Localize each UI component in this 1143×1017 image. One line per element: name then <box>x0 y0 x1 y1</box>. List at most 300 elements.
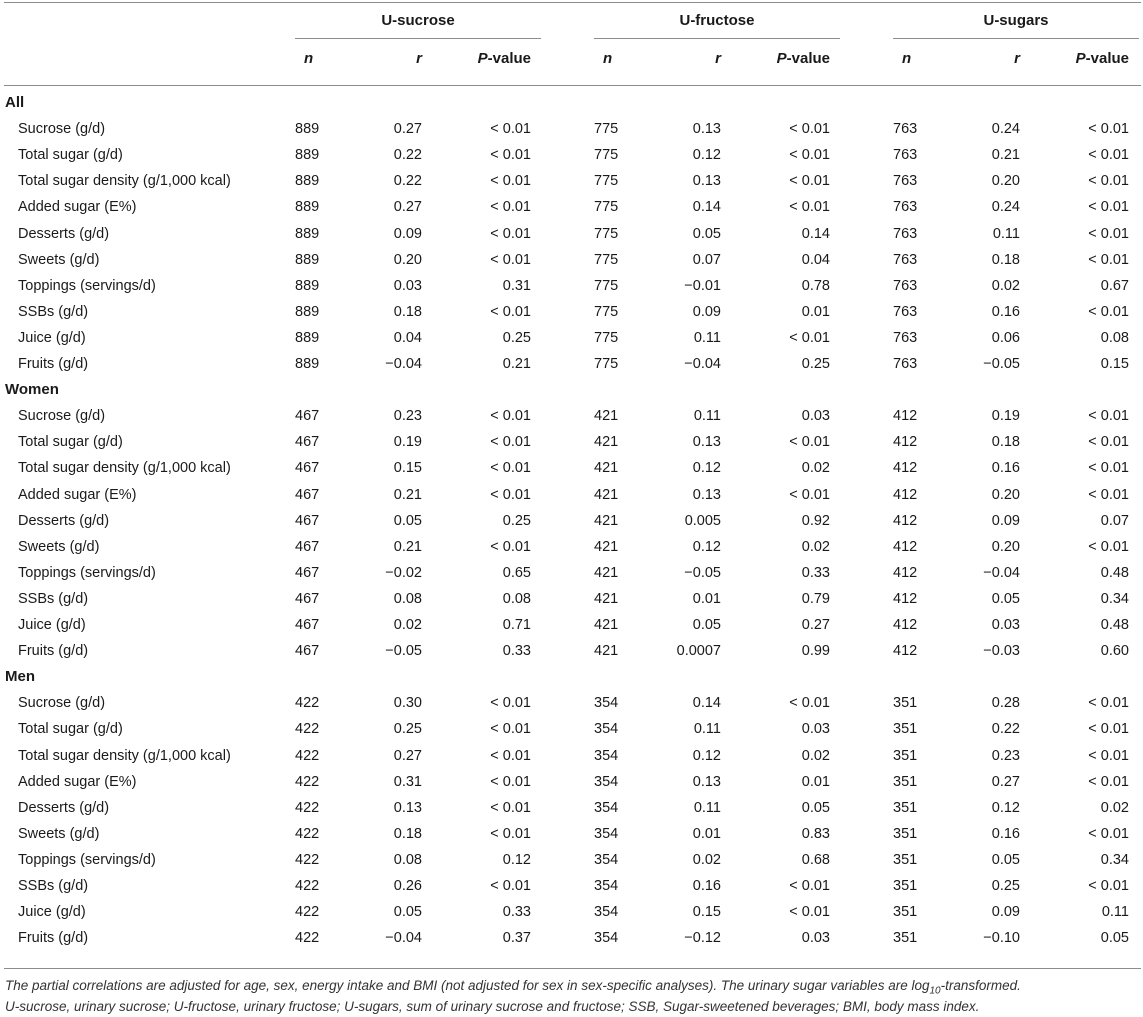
row-label: Desserts (g/d) <box>18 512 110 529</box>
cell-p-value: < 0.01 <box>1088 121 1129 138</box>
cell-p-value: 0.02 <box>801 747 830 764</box>
cell-p-value: 0.08 <box>502 590 531 607</box>
row-label: Fruits (g/d) <box>18 356 89 372</box>
cell-p-value: 0.21 <box>502 356 531 372</box>
cell-r: 0.13 <box>692 486 721 503</box>
cell-n: 775 <box>594 303 619 320</box>
cell-p-value: < 0.01 <box>789 486 830 503</box>
cell-p-value: < 0.01 <box>1088 695 1129 712</box>
header-rule <box>4 85 1141 86</box>
cell-r: 0.13 <box>692 773 721 790</box>
cell-p-value: < 0.01 <box>490 121 531 138</box>
cell-r: −0.05 <box>385 643 422 660</box>
cell-p-value: < 0.01 <box>490 799 531 816</box>
cell-n: 763 <box>893 303 918 320</box>
cell-r: −0.03 <box>983 643 1020 660</box>
cell-n: 422 <box>295 851 320 868</box>
subheader-p-rest: -value <box>487 50 531 67</box>
cell-r: 0.19 <box>393 434 422 451</box>
cell-p-value: < 0.01 <box>1088 773 1129 790</box>
cell-p-value: 0.05 <box>1100 930 1129 947</box>
cell-p-value: < 0.01 <box>789 695 830 712</box>
cell-r: 0.23 <box>393 408 422 425</box>
subheader-n <box>304 50 313 67</box>
cell-p-value: 0.71 <box>502 617 531 633</box>
subheader-r-text: r <box>715 50 721 67</box>
subheader-n-text: n <box>304 50 314 67</box>
cell-p-value: 0.25 <box>502 512 531 529</box>
cell-n: 421 <box>594 617 619 633</box>
cell-r: 0.14 <box>692 199 721 216</box>
cell-r: 0.08 <box>393 851 422 868</box>
cell-r: 0.25 <box>991 878 1020 894</box>
cell-p-value: < 0.01 <box>789 329 830 346</box>
cell-p-value: < 0.01 <box>490 747 531 764</box>
cell-n: 422 <box>295 747 320 764</box>
cell-n: 354 <box>594 878 619 894</box>
cell-r: 0.22 <box>393 147 422 164</box>
subheader-p-italic: P <box>776 50 787 67</box>
cell-p-value: 0.08 <box>1100 329 1129 346</box>
cell-r: 0.16 <box>991 303 1020 320</box>
cell-n: 889 <box>295 199 320 216</box>
cell-r: 0.05 <box>991 851 1020 868</box>
cell-n: 351 <box>893 825 918 842</box>
cell-n: 775 <box>594 225 619 242</box>
cell-r: 0.09 <box>393 225 422 242</box>
row-label: Added sugar (E%) <box>18 486 137 503</box>
cell-r: 0.12 <box>692 147 721 164</box>
row-label: Juice (g/d) <box>18 329 86 346</box>
cell-r: 0.11 <box>992 225 1020 242</box>
cell-r: 0.20 <box>991 486 1020 503</box>
cell-p-value: 0.02 <box>801 538 830 555</box>
row-label: Toppings (servings/d) <box>18 277 156 294</box>
row-label: Desserts (g/d) <box>18 225 110 242</box>
cell-r: 0.16 <box>692 878 721 894</box>
cell-r: 0.11 <box>693 799 721 816</box>
cell-n: 412 <box>893 408 918 425</box>
cell-n: 412 <box>893 564 918 581</box>
cell-r: 0.05 <box>692 617 721 633</box>
section-title: All <box>5 94 25 111</box>
cell-r: 0.02 <box>393 617 422 633</box>
cell-n: 763 <box>893 121 918 138</box>
cell-n: 889 <box>295 173 320 190</box>
cell-r: 0.05 <box>393 904 422 921</box>
cell-n: 351 <box>893 930 918 947</box>
cell-n: 412 <box>893 486 918 503</box>
subheader-n <box>902 50 911 67</box>
cell-p-value: 0.83 <box>801 825 830 842</box>
cell-n: 422 <box>295 904 320 921</box>
cell-n: 467 <box>295 486 320 503</box>
cell-p-value: < 0.01 <box>490 434 531 451</box>
cell-n: 354 <box>594 799 619 816</box>
cell-p-value: < 0.01 <box>490 408 531 425</box>
cell-r: 0.20 <box>393 251 422 268</box>
cell-p-value: 0.65 <box>502 564 531 581</box>
row-label: Sucrose (g/d) <box>18 408 106 425</box>
cell-n: 412 <box>893 538 918 555</box>
cell-p-value: < 0.01 <box>490 538 531 555</box>
cell-p-value: < 0.01 <box>1088 747 1129 764</box>
cell-r: 0.15 <box>393 460 422 477</box>
cell-n: 412 <box>893 512 918 529</box>
cell-n: 422 <box>295 878 320 894</box>
cell-r: 0.11 <box>693 408 721 425</box>
cell-p-value: 0.11 <box>1101 904 1129 921</box>
subheader-p-value <box>740 50 830 67</box>
subheader-n-text: n <box>902 50 912 67</box>
row-label: SSBs (g/d) <box>18 303 89 320</box>
cell-n: 467 <box>295 538 320 555</box>
cell-p-value: 0.33 <box>502 904 531 921</box>
cell-p-value: 0.33 <box>502 643 531 660</box>
cell-p-value: < 0.01 <box>1088 721 1129 738</box>
cell-n: 351 <box>893 904 918 921</box>
subheader-r-text: r <box>416 50 422 67</box>
cell-n: 422 <box>295 930 320 947</box>
table-top-rule <box>4 2 1141 3</box>
cell-p-value: < 0.01 <box>490 695 531 712</box>
cell-r: −0.01 <box>684 277 721 294</box>
cell-p-value: < 0.01 <box>789 147 830 164</box>
cell-n: 351 <box>893 799 918 816</box>
cell-n: 763 <box>893 356 918 372</box>
cell-n: 412 <box>893 643 918 660</box>
cell-r: 0.02 <box>991 277 1020 294</box>
cell-n: 775 <box>594 121 619 138</box>
cell-p-value: 0.03 <box>801 408 830 425</box>
cell-r: 0.14 <box>692 695 721 712</box>
cell-p-value: < 0.01 <box>490 303 531 320</box>
subheader-p-rest: -value <box>786 50 830 67</box>
row-label: Sucrose (g/d) <box>18 121 106 138</box>
subheader-r <box>398 50 422 67</box>
cell-n: 412 <box>893 460 918 477</box>
cell-p-value: < 0.01 <box>789 173 830 190</box>
row-label: Juice (g/d) <box>18 617 86 633</box>
cell-n: 422 <box>295 695 320 712</box>
row-label: Fruits (g/d) <box>18 930 89 947</box>
group-rule-u-fructose <box>594 38 840 39</box>
group-rule-u-sucrose <box>295 38 541 39</box>
cell-p-value: < 0.01 <box>490 251 531 268</box>
row-label: Sweets (g/d) <box>18 538 100 555</box>
cell-n: 354 <box>594 930 619 947</box>
cell-p-value: 0.25 <box>801 356 830 372</box>
cell-p-value: 0.15 <box>1100 356 1129 372</box>
table-bottom-rule <box>4 968 1141 969</box>
cell-r: 0.28 <box>991 695 1020 712</box>
cell-n: 421 <box>594 408 619 425</box>
cell-n: 763 <box>893 199 918 216</box>
cell-p-value: < 0.01 <box>1088 408 1129 425</box>
cell-r: 0.13 <box>692 173 721 190</box>
subheader-n <box>603 50 612 67</box>
cell-n: 421 <box>594 486 619 503</box>
cell-r: 0.07 <box>692 251 721 268</box>
cell-n: 351 <box>893 721 918 738</box>
cell-r: 0.16 <box>991 460 1020 477</box>
cell-p-value: 0.68 <box>801 851 830 868</box>
cell-p-value: 0.67 <box>1100 277 1129 294</box>
cell-p-value: 0.25 <box>502 329 531 346</box>
cell-r: −0.12 <box>684 930 721 947</box>
row-label: Added sugar (E%) <box>18 773 137 790</box>
cell-r: −0.04 <box>385 930 422 947</box>
group-header-u-sucrose: U-sucrose <box>381 12 455 29</box>
cell-n: 351 <box>893 878 918 894</box>
cell-r: 0.05 <box>393 512 422 529</box>
cell-n: 467 <box>295 643 320 660</box>
group-header-u-fructose: U-fructose <box>679 12 755 29</box>
cell-n: 351 <box>893 747 918 764</box>
cell-p-value: < 0.01 <box>490 773 531 790</box>
section-title: Women <box>5 381 59 399</box>
cell-r: 0.12 <box>692 538 721 555</box>
cell-n: 421 <box>594 643 619 660</box>
cell-n: 421 <box>594 538 619 555</box>
subheader-p-italic: P <box>1075 50 1086 67</box>
subheader-p-rest: -value <box>1085 50 1129 67</box>
section-title: Men <box>5 668 35 686</box>
cell-n: 421 <box>594 512 619 529</box>
cell-n: 467 <box>295 617 320 633</box>
cell-r: −0.04 <box>385 356 422 372</box>
cell-n: 351 <box>893 773 918 790</box>
cell-p-value: 0.02 <box>801 460 830 477</box>
cell-p-value: 0.03 <box>801 930 830 947</box>
cell-r: 0.24 <box>991 121 1020 138</box>
cell-n: 422 <box>295 825 320 842</box>
row-label: Total sugar (g/d) <box>18 147 123 164</box>
row-label: Total sugar density (g/1,000 kcal) <box>18 173 231 190</box>
cell-n: 354 <box>594 721 619 738</box>
subheader-p-italic: P <box>477 50 488 67</box>
cell-n: 775 <box>594 329 619 346</box>
cell-n: 354 <box>594 904 619 921</box>
subheader-r <box>697 50 721 67</box>
cell-n: 354 <box>594 851 619 868</box>
cell-n: 775 <box>594 251 619 268</box>
cell-n: 412 <box>893 434 918 451</box>
cell-p-value: < 0.01 <box>1088 878 1129 894</box>
cell-p-value: 0.01 <box>801 303 830 320</box>
cell-r: 0.05 <box>692 225 721 242</box>
cell-n: 412 <box>893 617 918 633</box>
cell-n: 467 <box>295 512 320 529</box>
row-label: Sucrose (g/d) <box>18 695 106 712</box>
cell-p-value: 0.92 <box>801 512 830 529</box>
cell-r: 0.03 <box>991 617 1020 633</box>
cell-r: 0.24 <box>991 199 1020 216</box>
cell-p-value: < 0.01 <box>789 434 830 451</box>
cell-p-value: < 0.01 <box>1088 434 1129 451</box>
cell-n: 354 <box>594 747 619 764</box>
cell-p-value: 0.60 <box>1100 643 1129 660</box>
cell-r: 0.005 <box>684 512 721 529</box>
cell-r: −0.02 <box>385 564 422 581</box>
cell-p-value: 0.04 <box>801 251 830 268</box>
cell-r: 0.03 <box>393 277 422 294</box>
cell-n: 354 <box>594 825 619 842</box>
cell-r: 0.12 <box>991 799 1020 816</box>
cell-p-value: < 0.01 <box>490 878 531 894</box>
row-label: Toppings (servings/d) <box>18 851 156 868</box>
cell-p-value: 0.37 <box>502 930 531 947</box>
cell-p-value: < 0.01 <box>789 199 830 216</box>
cell-n: 775 <box>594 173 619 190</box>
row-label: Desserts (g/d) <box>18 799 110 816</box>
row-label: Total sugar density (g/1,000 kcal) <box>18 747 231 764</box>
cell-r: −0.04 <box>684 356 721 372</box>
subheader-r-text: r <box>1014 50 1020 67</box>
cell-n: 422 <box>295 721 320 738</box>
cell-p-value: < 0.01 <box>789 878 830 894</box>
cell-p-value: 0.02 <box>1100 799 1129 816</box>
cell-r: 0.25 <box>393 721 422 738</box>
row-label: Total sugar density (g/1,000 kcal) <box>18 460 231 477</box>
cell-p-value: < 0.01 <box>1088 538 1129 555</box>
subheader-n-text: n <box>603 50 613 67</box>
footnote-line-2: U-sucrose, urinary sucrose; U-fructose, urinary fructose; U-sugars, sum of urinary sucrose and fructose; SSB, Sugar-sweetened beverages; BMI, body mass index. <box>5 999 980 1014</box>
cell-n: 422 <box>295 773 320 790</box>
cell-n: 421 <box>594 434 619 451</box>
cell-r: 0.27 <box>393 747 422 764</box>
cell-p-value: < 0.01 <box>1088 199 1129 216</box>
cell-p-value: < 0.01 <box>1088 225 1129 242</box>
cell-n: 889 <box>295 147 320 164</box>
cell-n: 763 <box>893 225 918 242</box>
cell-r: 0.11 <box>693 329 721 346</box>
cell-p-value: < 0.01 <box>490 721 531 738</box>
cell-r: 0.27 <box>393 199 422 216</box>
cell-p-value: < 0.01 <box>490 825 531 842</box>
cell-p-value: 0.03 <box>801 721 830 738</box>
cell-r: −0.05 <box>684 564 721 581</box>
cell-p-value: < 0.01 <box>1088 460 1129 477</box>
cell-p-value: < 0.01 <box>1088 173 1129 190</box>
row-label: Sweets (g/d) <box>18 251 100 268</box>
cell-r: 0.21 <box>991 147 1020 164</box>
cell-n: 412 <box>893 590 918 607</box>
cell-r: 0.21 <box>393 538 422 555</box>
cell-p-value: < 0.01 <box>1088 303 1129 320</box>
cell-n: 763 <box>893 277 918 294</box>
cell-n: 421 <box>594 590 619 607</box>
cell-r: 0.04 <box>393 329 422 346</box>
cell-p-value: 0.99 <box>801 643 830 660</box>
cell-n: 467 <box>295 460 320 477</box>
cell-r: 0.12 <box>692 747 721 764</box>
cell-r: 0.13 <box>692 121 721 138</box>
row-label: Sweets (g/d) <box>18 825 100 842</box>
cell-n: 763 <box>893 251 918 268</box>
cell-r: 0.11 <box>693 721 721 738</box>
cell-n: 421 <box>594 460 619 477</box>
cell-r: 0.27 <box>991 773 1020 790</box>
cell-p-value: 0.05 <box>801 799 830 816</box>
cell-n: 889 <box>295 356 320 372</box>
cell-r: 0.16 <box>991 825 1020 842</box>
cell-p-value: 0.07 <box>1100 512 1129 529</box>
cell-n: 467 <box>295 564 320 581</box>
footnote-line-1: The partial correlations are adjusted for age, sex, energy intake and BMI (not adjusted for sex in sex-specific analyses). The urinary sugar variables are $\log_{10}$-transformed. <box>5 978 1021 997</box>
cell-n: 763 <box>893 147 918 164</box>
cell-r: 0.22 <box>991 721 1020 738</box>
cell-r: 0.18 <box>393 303 422 320</box>
cell-r: 0.05 <box>991 590 1020 607</box>
subheader-r <box>996 50 1020 67</box>
cell-r: 0.02 <box>692 851 721 868</box>
cell-n: 775 <box>594 277 619 294</box>
cell-n: 775 <box>594 356 619 372</box>
cell-r: 0.20 <box>991 173 1020 190</box>
cell-n: 775 <box>594 147 619 164</box>
cell-n: 763 <box>893 329 918 346</box>
cell-r: 0.21 <box>393 486 422 503</box>
cell-n: 889 <box>295 277 320 294</box>
cell-p-value: 0.27 <box>801 617 830 633</box>
cell-r: 0.09 <box>991 904 1020 921</box>
cell-r: 0.18 <box>393 825 422 842</box>
cell-n: 351 <box>893 695 918 712</box>
cell-r: 0.27 <box>393 121 422 138</box>
cell-r: 0.01 <box>692 590 721 607</box>
cell-r: −0.10 <box>983 930 1020 947</box>
cell-n: 889 <box>295 251 320 268</box>
row-label: Total sugar (g/d) <box>18 721 123 738</box>
group-header-u-sugars: U-sugars <box>983 12 1049 29</box>
cell-n: 889 <box>295 225 320 242</box>
cell-p-value: < 0.01 <box>490 147 531 164</box>
row-label: SSBs (g/d) <box>18 590 89 607</box>
cell-n: 889 <box>295 329 320 346</box>
cell-p-value: < 0.01 <box>490 486 531 503</box>
subheader-p-value <box>441 50 531 67</box>
cell-p-value: < 0.01 <box>789 904 830 921</box>
cell-r: 0.23 <box>991 747 1020 764</box>
cell-p-value: < 0.01 <box>490 199 531 216</box>
cell-p-value: 0.79 <box>801 590 830 607</box>
row-label: SSBs (g/d) <box>18 878 89 894</box>
cell-n: 467 <box>295 434 320 451</box>
cell-r: 0.12 <box>692 460 721 477</box>
cell-r: 0.13 <box>393 799 422 816</box>
cell-r: 0.19 <box>991 408 1020 425</box>
cell-n: 351 <box>893 851 918 868</box>
cell-r: 0.01 <box>692 825 721 842</box>
cell-n: 889 <box>295 121 320 138</box>
cell-r: −0.04 <box>983 564 1020 581</box>
cell-r: 0.26 <box>393 878 422 894</box>
cell-p-value: < 0.01 <box>1088 825 1129 842</box>
cell-r: −0.05 <box>983 356 1020 372</box>
cell-n: 763 <box>893 173 918 190</box>
cell-n: 421 <box>594 564 619 581</box>
cell-r: 0.06 <box>991 329 1020 346</box>
cell-r: 0.15 <box>692 904 721 921</box>
cell-p-value: 0.12 <box>502 851 531 868</box>
row-label: Total sugar (g/d) <box>18 434 123 451</box>
cell-p-value: 0.01 <box>801 773 830 790</box>
cell-r: 0.30 <box>393 695 422 712</box>
cell-r: 0.31 <box>393 773 422 790</box>
row-label: Fruits (g/d) <box>18 643 89 660</box>
cell-r: 0.09 <box>991 512 1020 529</box>
